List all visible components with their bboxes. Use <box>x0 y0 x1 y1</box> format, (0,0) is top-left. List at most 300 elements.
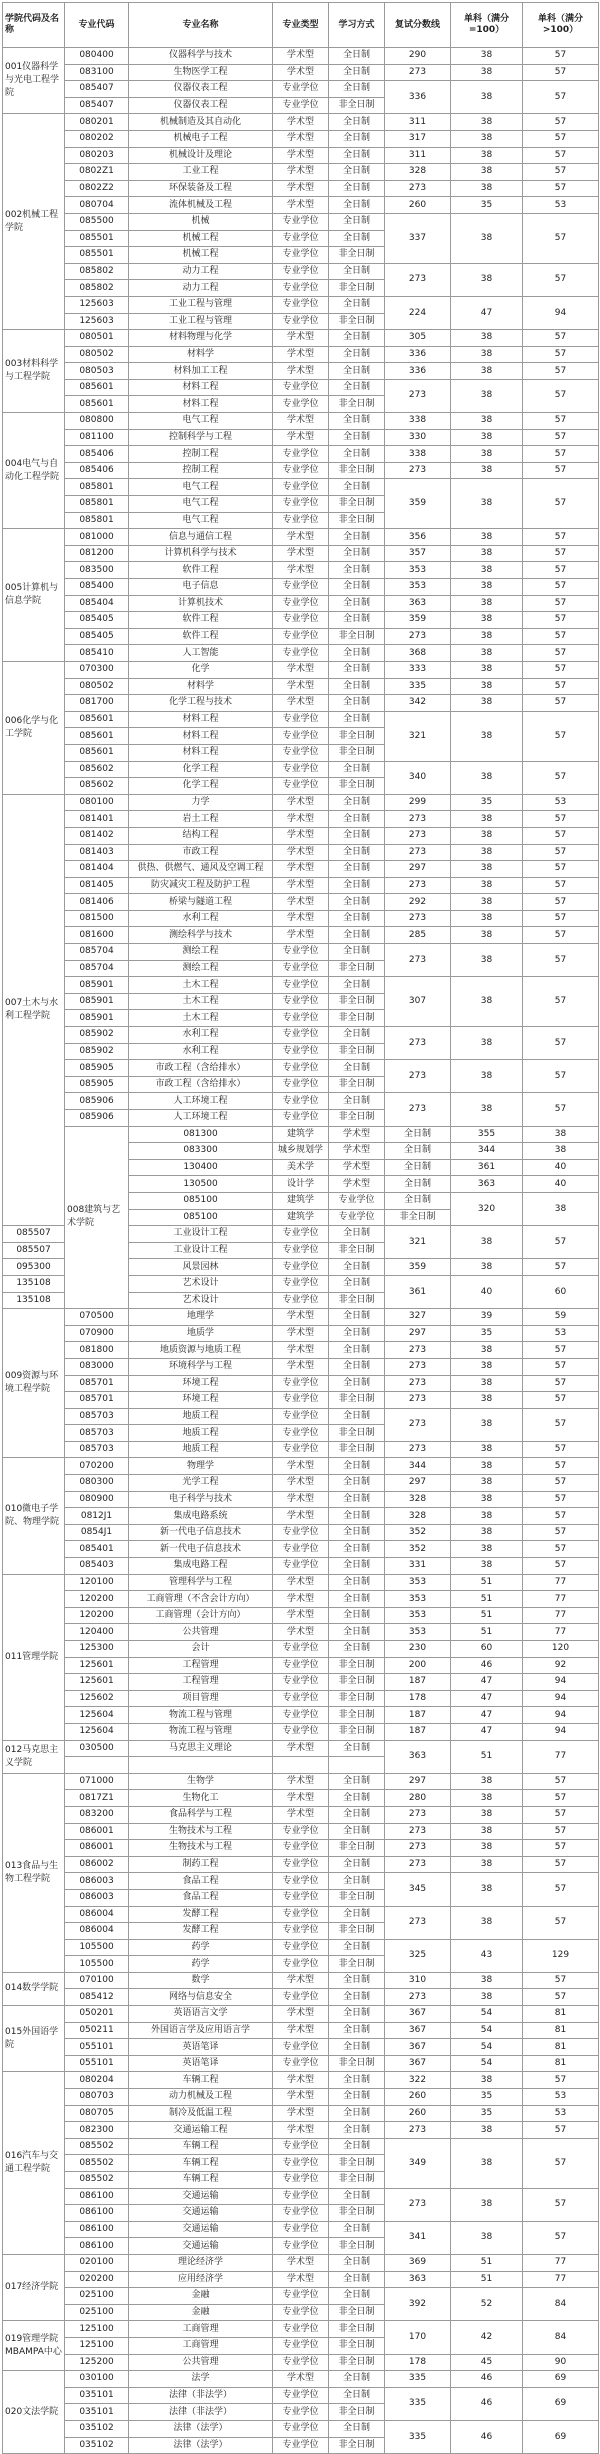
retest-score-cell: 330 <box>385 429 451 446</box>
major-name-cell: 环境科学与工程 <box>129 1358 273 1375</box>
major-code-cell: 086003 <box>65 1889 129 1906</box>
major-name-cell: 生物学 <box>129 1773 273 1790</box>
major-code-cell: 081403 <box>65 844 129 861</box>
major-type-cell: 专业学位 <box>273 1524 329 1541</box>
single-subject-100-cell: 38 <box>451 877 523 894</box>
major-name-cell: 地质工程 <box>129 1441 273 1458</box>
table-row <box>3 1989 599 2006</box>
table-row <box>3 2420 599 2437</box>
study-mode-cell: 全日制 <box>329 678 385 695</box>
major-code-cell: 095300 <box>3 1259 65 1276</box>
single-subject-100-cell: 39 <box>451 1309 523 1326</box>
major-type-cell: 专业学位 <box>273 1906 329 1923</box>
study-mode-cell: 全日制 <box>329 579 385 596</box>
single-subject-100-cell: 38 <box>451 48 523 65</box>
study-mode-cell: 全日制 <box>329 48 385 65</box>
study-mode-cell: 全日制 <box>329 695 385 712</box>
major-code-cell: 085602 <box>65 778 129 795</box>
single-subject-100-cell: 47 <box>451 1690 523 1707</box>
college-cell: 011管理学院 <box>3 1574 65 1740</box>
retest-score-cell: 361 <box>451 1159 523 1176</box>
single-subject-over100-cell: 57 <box>523 2072 599 2089</box>
study-mode-cell: 全日制 <box>329 1275 385 1292</box>
table-row <box>3 2354 599 2371</box>
major-code-cell: 085703 <box>65 1441 129 1458</box>
major-name-cell: 外国语言学及应用语言学 <box>129 2022 273 2039</box>
college-cell: 014数学学院 <box>3 1972 65 2005</box>
single-subject-over100-cell: 81 <box>523 2022 599 2039</box>
table-row <box>3 844 599 861</box>
study-mode-cell: 全日制 <box>329 1574 385 1591</box>
major-code-cell: 085802 <box>65 280 129 297</box>
major-code-cell: 081800 <box>65 1342 129 1359</box>
single-subject-over100-cell: 57 <box>523 1806 599 1823</box>
study-mode-cell: 非全日制 <box>329 628 385 645</box>
major-name-cell: 物流工程与管理 <box>129 1723 273 1740</box>
single-subject-over100-cell: 57 <box>523 695 599 712</box>
major-type-cell: 专业学位 <box>273 1441 329 1458</box>
study-mode-cell: 非全日制 <box>329 1674 385 1691</box>
major-code-cell: 080203 <box>65 147 129 164</box>
single-subject-over100-cell: 60 <box>523 1275 599 1308</box>
single-subject-100-cell: 38 <box>451 64 523 81</box>
major-type-cell: 专业学位 <box>273 1425 329 1442</box>
major-name-cell: 工商管理（会计方向） <box>129 1607 273 1624</box>
single-subject-100-cell: 38 <box>451 1989 523 2006</box>
major-type-cell: 学术型 <box>273 64 329 81</box>
study-mode-cell: 全日制 <box>329 2006 385 2023</box>
major-name-cell: 水利工程 <box>129 1027 273 1044</box>
major-code-cell: 125100 <box>65 2337 129 2354</box>
retest-score-cell: 260 <box>385 197 451 214</box>
single-subject-over100-cell: 77 <box>523 2271 599 2288</box>
major-name-cell: 水利工程 <box>129 1043 273 1060</box>
single-subject-100-cell: 51 <box>451 1607 523 1624</box>
retest-score-cell: 321 <box>385 1226 451 1259</box>
major-code-cell: 085906 <box>65 1093 129 1110</box>
study-mode-cell: 非全日制 <box>329 97 385 114</box>
major-name-cell: 交通运输 <box>129 2205 273 2222</box>
single-subject-over100-cell: 57 <box>523 446 599 463</box>
major-type-cell: 学术型 <box>329 1126 385 1143</box>
major-code-cell: 086004 <box>65 1923 129 1940</box>
retest-score-cell: 321 <box>385 711 451 761</box>
major-type-cell: 专业学位 <box>273 2188 329 2205</box>
major-name-cell: 食品工程 <box>129 1873 273 1890</box>
single-subject-100-cell: 38 <box>451 130 523 147</box>
major-code-cell <box>65 1757 129 1774</box>
major-type-cell: 专业学位 <box>273 1923 329 1940</box>
study-mode-cell: 非全日制 <box>329 1010 385 1027</box>
single-subject-over100-cell: 92 <box>523 1657 599 1674</box>
major-type-cell: 专业学位 <box>273 1226 329 1243</box>
retest-score-cell: 338 <box>385 446 451 463</box>
single-subject-over100-cell: 59 <box>523 1309 599 1326</box>
major-name-cell: 流体机械及工程 <box>129 197 273 214</box>
major-name-cell: 网络与信息安全 <box>129 1989 273 2006</box>
major-code-cell: 081700 <box>65 695 129 712</box>
major-code-cell: 086001 <box>65 1823 129 1840</box>
major-name-cell: 公共管理 <box>129 1624 273 1641</box>
major-type-cell: 专业学位 <box>273 2039 329 2056</box>
major-type-cell: 学术型 <box>273 164 329 181</box>
retest-score-cell: 357 <box>385 545 451 562</box>
study-mode-cell: 全日制 <box>329 1325 385 1342</box>
study-mode-cell: 全日制 <box>329 1524 385 1541</box>
retest-score-cell: 369 <box>385 2254 451 2271</box>
single-subject-100-cell: 38 <box>451 1375 523 1392</box>
major-type-cell: 学术型 <box>273 695 329 712</box>
retest-score-cell: 273 <box>385 462 451 479</box>
major-type-cell: 专业学位 <box>273 2155 329 2172</box>
major-code-cell: 080300 <box>65 1475 129 1492</box>
single-subject-100-cell: 38 <box>451 363 523 380</box>
table-row <box>3 595 599 612</box>
single-subject-over100-cell: 57 <box>523 413 599 430</box>
study-mode-cell: 非全日制 <box>329 2238 385 2255</box>
single-subject-over100-cell: 57 <box>523 927 599 944</box>
study-mode-cell: 全日制 <box>329 545 385 562</box>
single-subject-over100-cell: 57 <box>523 877 599 894</box>
retest-score-cell: 335 <box>385 2387 451 2420</box>
single-subject-over100-cell: 57 <box>523 977 599 1027</box>
study-mode-cell: 非全日制 <box>329 1840 385 1857</box>
major-name-cell: 食品科学与工程 <box>129 1806 273 1823</box>
single-subject-100-cell: 38 <box>451 346 523 363</box>
single-subject-100-cell: 38 <box>451 910 523 927</box>
single-subject-over100-cell: 57 <box>523 645 599 662</box>
study-mode-cell: 非全日制 <box>329 960 385 977</box>
major-code-cell: 125601 <box>65 1657 129 1674</box>
major-code-cell: 035102 <box>65 2420 129 2437</box>
study-mode-cell: 全日制 <box>329 1873 385 1890</box>
major-name-cell: 工业工程与管理 <box>129 296 273 313</box>
major-name-cell: 控制工程 <box>129 446 273 463</box>
major-code-cell: 085701 <box>65 1375 129 1392</box>
major-type-cell: 学术型 <box>273 910 329 927</box>
single-subject-100-cell: 38 <box>451 695 523 712</box>
retest-score-cell: 353 <box>385 1607 451 1624</box>
major-code-cell: 086002 <box>65 1856 129 1873</box>
retest-score-cell: 338 <box>385 413 451 430</box>
retest-score-cell: 273 <box>385 1408 451 1441</box>
single-subject-over100-cell: 57 <box>523 1226 599 1259</box>
major-code-cell: 030500 <box>65 1740 129 1757</box>
single-subject-100-cell: 38 <box>451 1093 523 1126</box>
retest-score-cell: 335 <box>385 2420 451 2453</box>
table-row <box>3 1508 599 1525</box>
single-subject-100-cell: 38 <box>451 446 523 463</box>
table-row <box>3 579 599 596</box>
table-row <box>3 1458 599 1475</box>
major-type-cell: 专业学位 <box>273 711 329 728</box>
single-subject-100-cell: 43 <box>451 1939 523 1972</box>
single-subject-over100-cell: 57 <box>523 462 599 479</box>
study-mode-cell: 全日制 <box>329 1408 385 1425</box>
study-mode-cell: 全日制 <box>329 1806 385 1823</box>
major-type-cell: 专业学位 <box>273 944 329 961</box>
retest-score-cell: 344 <box>385 1458 451 1475</box>
major-name-cell: 电子科学与技术 <box>129 1491 273 1508</box>
major-name-cell: 制冷及低温工程 <box>129 2105 273 2122</box>
single-subject-over100-cell: 57 <box>523 661 599 678</box>
retest-score-cell: 273 <box>385 844 451 861</box>
major-type-cell: 学术型 <box>273 678 329 695</box>
study-mode-cell: 全日制 <box>329 1259 385 1276</box>
major-code-cell: 085905 <box>65 1076 129 1093</box>
table-row <box>3 1873 599 1890</box>
single-subject-100-cell: 38 <box>451 2138 523 2188</box>
table-row <box>3 1027 599 1044</box>
table-row <box>3 64 599 81</box>
table-row <box>3 1856 599 1873</box>
college-cell: 020文法学院 <box>3 2371 65 2454</box>
single-subject-over100-cell: 57 <box>523 1790 599 1807</box>
header-name: 专业名称 <box>129 3 273 48</box>
retest-score-cell: 337 <box>385 213 451 263</box>
single-subject-100-cell: 38 <box>451 429 523 446</box>
major-type-cell: 专业学位 <box>273 1093 329 1110</box>
table-row <box>3 1524 599 1541</box>
study-mode-cell: 全日制 <box>329 1342 385 1359</box>
study-mode-cell: 全日制 <box>329 2288 385 2305</box>
major-name-cell <box>129 1757 273 1774</box>
college-cell: 016汽车与交通工程学院 <box>3 2072 65 2255</box>
major-name-cell: 电气工程 <box>129 512 273 529</box>
major-code-cell: 082300 <box>65 2122 129 2139</box>
table-row <box>3 2105 599 2122</box>
major-type-cell: 专业学位 <box>273 778 329 795</box>
study-mode-cell: 全日制 <box>329 2039 385 2056</box>
major-name-cell: 桥梁与隧道工程 <box>129 894 273 911</box>
single-subject-100-cell: 38 <box>451 1972 523 1989</box>
major-code-cell: 025100 <box>65 2304 129 2321</box>
major-code-cell: 085703 <box>65 1408 129 1425</box>
major-name-cell: 物流工程与管理 <box>129 1707 273 1724</box>
study-mode-cell: 全日制 <box>329 1740 385 1757</box>
table-row <box>3 462 599 479</box>
major-type-cell: 专业学位 <box>273 1558 329 1575</box>
major-name-cell: 仪器科学与技术 <box>129 48 273 65</box>
table-row <box>3 711 599 728</box>
single-subject-over100-cell: 57 <box>523 811 599 828</box>
single-subject-over100-cell: 57 <box>523 1342 599 1359</box>
single-subject-100-cell: 38 <box>451 612 523 629</box>
retest-score-cell: 273 <box>385 910 451 927</box>
study-mode-cell: 全日制 <box>329 1491 385 1508</box>
major-code-cell: 085801 <box>65 512 129 529</box>
single-subject-over100-cell: 57 <box>523 1773 599 1790</box>
major-name-cell: 美术学 <box>273 1159 329 1176</box>
major-code-cell: 081300 <box>129 1126 273 1143</box>
study-mode-cell: 全日制 <box>329 2022 385 2039</box>
major-type-cell: 专业学位 <box>273 1674 329 1691</box>
major-code-cell: 081600 <box>65 927 129 944</box>
single-subject-100-cell: 35 <box>451 2089 523 2106</box>
major-code-cell: 085902 <box>65 1027 129 1044</box>
major-type-cell: 专业学位 <box>273 1375 329 1392</box>
major-name-cell: 生物技术与工程 <box>129 1840 273 1857</box>
retest-score-cell: 349 <box>385 2138 451 2188</box>
table-row <box>3 1657 599 1674</box>
major-code-cell: 120400 <box>65 1624 129 1641</box>
study-mode-cell: 全日制 <box>329 2271 385 2288</box>
table-row <box>3 2321 599 2338</box>
study-mode-cell: 全日制 <box>329 2089 385 2106</box>
single-subject-100-cell: 38 <box>451 1856 523 1873</box>
table-row <box>3 1375 599 1392</box>
study-mode-cell: 全日制 <box>329 429 385 446</box>
single-subject-100-cell: 51 <box>451 1740 523 1773</box>
major-name-cell: 岩土工程 <box>129 811 273 828</box>
major-type-cell: 专业学位 <box>273 446 329 463</box>
single-subject-100-cell: 38 <box>451 678 523 695</box>
major-name-cell: 市政工程 <box>129 844 273 861</box>
study-mode-cell: 非全日制 <box>329 313 385 330</box>
single-subject-over100-cell: 57 <box>523 595 599 612</box>
retest-score-cell: 311 <box>385 114 451 131</box>
table-row <box>3 1392 599 1409</box>
study-mode-cell: 全日制 <box>329 130 385 147</box>
major-code-cell: 085601 <box>65 744 129 761</box>
single-subject-100-cell: 38 <box>451 1441 523 1458</box>
table-row <box>3 1591 599 1608</box>
study-mode-cell: 非全日制 <box>329 1242 385 1259</box>
table-row <box>3 562 599 579</box>
major-code-cell: 085100 <box>129 1209 273 1226</box>
major-code-cell: 080704 <box>65 197 129 214</box>
study-mode-cell: 全日制 <box>329 164 385 181</box>
study-mode-cell: 全日制 <box>329 844 385 861</box>
study-mode-cell: 全日制 <box>329 1093 385 1110</box>
major-code-cell: 055101 <box>65 2039 129 2056</box>
major-name-cell: 发酵工程 <box>129 1923 273 1940</box>
study-mode-cell: 全日制 <box>329 827 385 844</box>
study-mode-cell: 全日制 <box>329 1624 385 1641</box>
table-row <box>3 48 599 65</box>
single-subject-over100-cell: 57 <box>523 1392 599 1409</box>
major-type-cell: 专业学位 <box>273 1541 329 1558</box>
major-type-cell: 学术型 <box>273 1607 329 1624</box>
retest-score-cell: 359 <box>385 1259 451 1276</box>
retest-score-cell: 280 <box>385 1790 451 1807</box>
major-code-cell: 080400 <box>65 48 129 65</box>
table-row <box>3 2039 599 2056</box>
major-name-cell: 药学 <box>129 1939 273 1956</box>
retest-score-cell: 333 <box>385 661 451 678</box>
table-row <box>3 811 599 828</box>
single-subject-over100-cell: 57 <box>523 894 599 911</box>
retest-score-cell: 273 <box>385 1392 451 1409</box>
study-mode-cell: 全日制 <box>329 296 385 313</box>
major-code-cell: 125100 <box>65 2321 129 2338</box>
major-code-cell: 086100 <box>65 2188 129 2205</box>
single-subject-100-cell: 38 <box>451 1358 523 1375</box>
study-mode-cell: 全日制 <box>329 529 385 546</box>
table-row <box>3 794 599 811</box>
single-subject-over100-cell: 57 <box>523 827 599 844</box>
major-type-cell: 专业学位 <box>273 1275 329 1292</box>
retest-score-cell: 285 <box>385 927 451 944</box>
table-row <box>3 894 599 911</box>
study-mode-cell: 非全日制 <box>329 1392 385 1409</box>
retest-score-cell: 336 <box>385 346 451 363</box>
single-subject-100-cell: 60 <box>451 1641 523 1658</box>
table-row <box>3 1806 599 1823</box>
college-cell: 005计算机与信息学院 <box>3 529 65 662</box>
major-type-cell: 专业学位 <box>273 2420 329 2437</box>
major-name-cell: 交通运输 <box>129 2188 273 2205</box>
college-cell: 017经济学院 <box>3 2254 65 2320</box>
retest-score-cell: 187 <box>385 1674 451 1691</box>
single-subject-over100-cell: 57 <box>523 1408 599 1441</box>
single-subject-100-cell: 42 <box>451 2321 523 2354</box>
single-subject-100-cell: 38 <box>451 1790 523 1807</box>
single-subject-over100-cell: 57 <box>523 1524 599 1541</box>
retest-score-cell: 392 <box>385 2288 451 2321</box>
major-name-cell: 项目管理 <box>129 1690 273 1707</box>
study-mode-cell: 非全日制 <box>329 1956 385 1973</box>
major-type-cell: 学术型 <box>273 827 329 844</box>
single-subject-100-cell: 38 <box>451 1491 523 1508</box>
single-subject-over100-cell: 57 <box>523 81 599 114</box>
header-type: 专业类型 <box>273 3 329 48</box>
retest-score-cell: 273 <box>385 1806 451 1823</box>
study-mode-cell: 全日制 <box>329 1856 385 1873</box>
retest-score-cell: 340 <box>385 761 451 794</box>
major-name-cell: 工业工程 <box>129 164 273 181</box>
single-subject-100-cell: 51 <box>451 2271 523 2288</box>
retest-score-cell: 273 <box>385 1823 451 1840</box>
major-name-cell: 城乡规划学 <box>273 1143 329 1160</box>
retest-score-cell: 273 <box>385 2188 451 2221</box>
major-code-cell: 081404 <box>65 861 129 878</box>
single-subject-100-cell: 38 <box>451 1541 523 1558</box>
major-name-cell: 水利工程 <box>129 910 273 927</box>
study-mode-cell: 全日制 <box>329 1607 385 1624</box>
study-mode-cell: 全日制 <box>329 180 385 197</box>
major-code-cell: 050201 <box>65 2006 129 2023</box>
header-score: 复试分数线 <box>385 3 451 48</box>
retest-score-cell: 260 <box>385 2089 451 2106</box>
major-type-cell: 专业学位 <box>273 1043 329 1060</box>
retest-score-cell: 273 <box>385 1989 451 2006</box>
single-subject-100-cell: 35 <box>451 2105 523 2122</box>
major-name-cell: 法律（非法学） <box>129 2404 273 2421</box>
retest-score-cell: 273 <box>385 1441 451 1458</box>
major-type-cell: 专业学位 <box>273 81 329 98</box>
single-subject-100-cell: 38 <box>523 1192 599 1225</box>
major-code-cell: 125200 <box>65 2354 129 2371</box>
single-subject-over100-cell: 94 <box>523 1707 599 1724</box>
study-mode-cell: 全日制 <box>329 263 385 280</box>
study-mode-cell: 全日制 <box>329 595 385 612</box>
table-row <box>3 2387 599 2404</box>
major-code-cell: 085901 <box>65 1010 129 1027</box>
major-type-cell: 专业学位 <box>273 612 329 629</box>
single-subject-100-cell: 38 <box>451 827 523 844</box>
table-row <box>3 1060 599 1077</box>
retest-score-cell: 178 <box>385 1690 451 1707</box>
study-mode-cell: 全日制 <box>329 977 385 994</box>
major-code-cell: 085601 <box>65 396 129 413</box>
single-subject-over100-cell: 90 <box>523 2354 599 2371</box>
major-name-cell: 机械设计及理论 <box>129 147 273 164</box>
admission-score-table <box>2 2 599 2454</box>
major-name-cell: 化学工程与技术 <box>129 695 273 712</box>
study-mode-cell: 全日制 <box>329 761 385 778</box>
major-name-cell: 软件工程 <box>129 612 273 629</box>
